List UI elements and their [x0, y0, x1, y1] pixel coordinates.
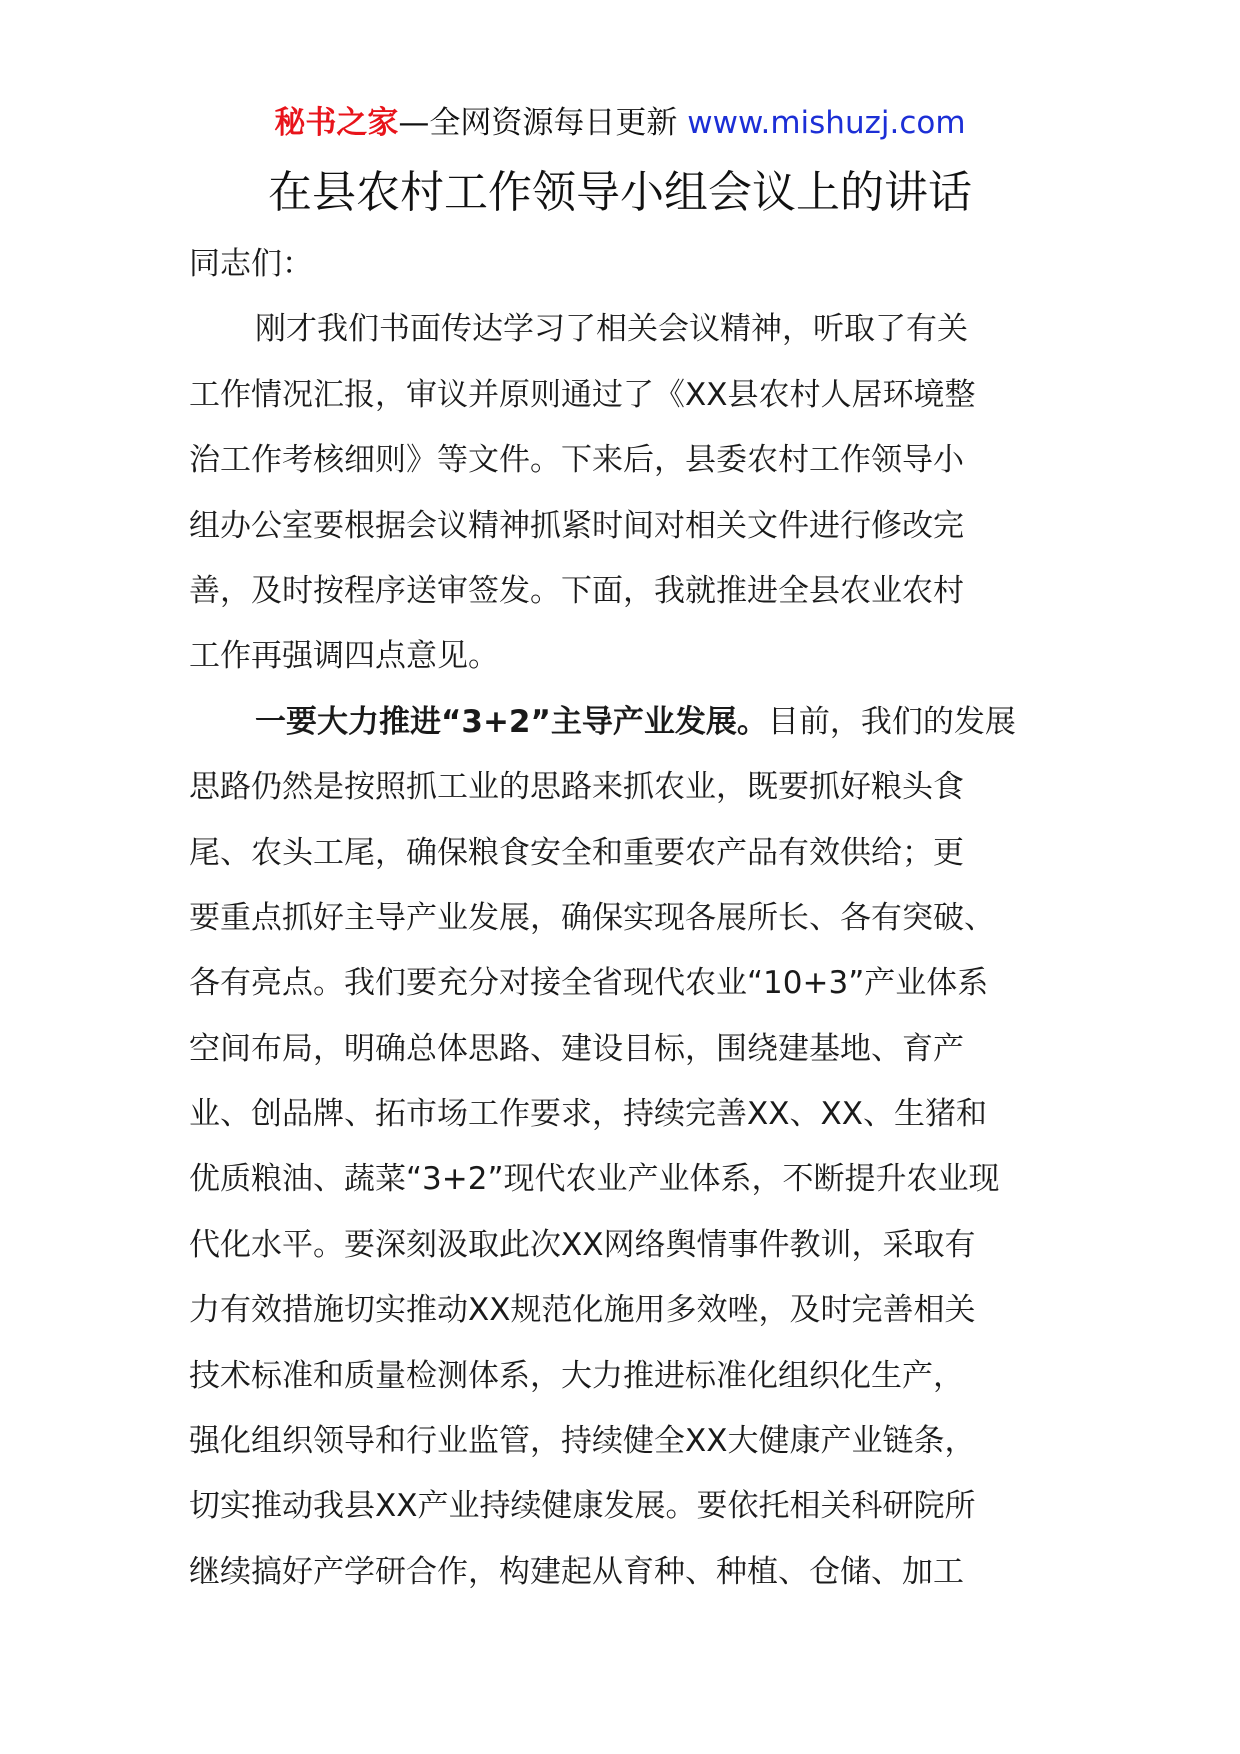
paragraph-line: 业、创品牌、拓市场工作要求，持续完善XX、XX、生猪和	[189, 1096, 987, 1133]
site-url-link[interactable]: www.mishuzj.com	[677, 105, 966, 141]
salutation: 同志们：	[189, 246, 313, 282]
paragraph-point-one	[189, 690, 1069, 1605]
paragraph-intro	[189, 297, 1069, 689]
paragraph-line: 继续搞好产学研合作，构建起从育种、种植、仓储、加工	[189, 1553, 964, 1590]
paragraph-line: 要重点抓好主导产业发展，确保实现各展所长、各有突破、	[189, 899, 995, 936]
paragraph-line: 善，及时按程序送审签发。下面，我就推进全县农业农村	[189, 572, 964, 609]
header-tagline: —全网资源每日更新	[398, 105, 678, 141]
paragraph-line: 工作情况汇报，审议并原则通过了《XX县农村人居环境整	[189, 376, 976, 413]
section-heading: 一要大力推进“3+2”主导产业发展。	[255, 703, 768, 740]
paragraph-line: 思路仍然是按照抓工业的思路来抓农业，既要抓好粮头食	[189, 769, 964, 806]
document-body	[189, 232, 1069, 1605]
paragraph-first-line	[189, 690, 1069, 755]
paragraph-line: 代化水平。要深刻汲取此次XX网络舆情事件教训，采取有	[189, 1226, 976, 1263]
paragraph-line: 组办公室要根据会议精神抓紧时间对相关文件进行修改完	[189, 507, 964, 544]
paragraph-line: 尾、农头工尾，确保粮食安全和重要农产品有效供给；更	[189, 834, 964, 871]
paragraph-line: 切实推动我县XX产业持续健康发展。要依托相关科研院所	[189, 1488, 976, 1525]
paragraph-text: 目前，我们的发展	[767, 703, 1016, 740]
paragraph-line: 各有亮点。我们要充分对接全省现代农业“10+3”产业体系	[189, 965, 989, 1002]
document-title: 在县农村工作领导小组会议上的讲话	[268, 167, 972, 218]
paragraph-line: 优质粮油、蔬菜“3+2”现代农业产业体系，不断提升农业现	[189, 1161, 1000, 1198]
site-header	[0, 100, 1240, 146]
paragraph-line: 治工作考核细则》等文件。下来后，县委农村工作领导小	[189, 442, 964, 479]
paragraph-line: 强化组织领导和行业监管，持续健全XX大健康产业链条，	[189, 1423, 976, 1460]
paragraph-line: 工作再强调四点意见。	[189, 638, 499, 675]
paragraph-line: 空间布局，明确总体思路、建设目标，围绕建基地、育产	[189, 1030, 964, 1067]
paragraph-line: 力有效措施切实推动XX规范化施用多效唑，及时完善相关	[189, 1292, 976, 1329]
paragraph-line: 刚才我们书面传达学习了相关会议精神，听取了有关	[255, 311, 968, 348]
brand-name: 秘书之家	[274, 105, 399, 141]
paragraph-line: 技术标准和质量检测体系，大力推进标准化组织化生产，	[189, 1357, 964, 1394]
